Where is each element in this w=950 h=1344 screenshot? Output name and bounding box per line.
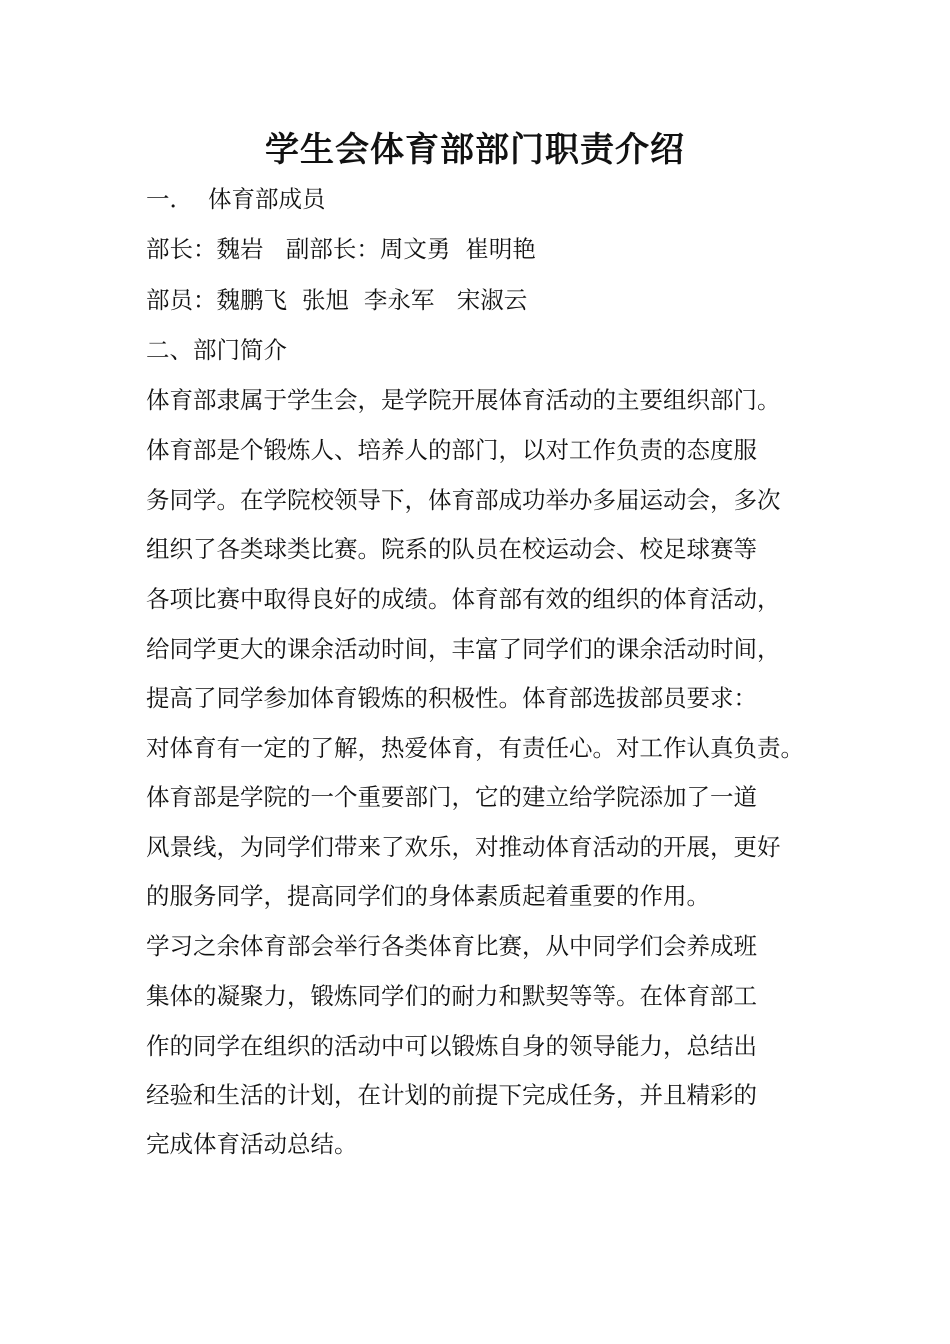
paragraph-line: 提高了同学参加体育锻炼的积极性。体育部选拔部员要求： — [146, 684, 757, 712]
paragraph-line: 体育部隶属于学生会，是学院开展体育活动的主要组织部门。 — [146, 386, 781, 414]
paragraph-line: 各项比赛中取得良好的成绩。体育部有效的组织的体育活动， — [146, 585, 781, 613]
paragraph-line: 风景线，为同学们带来了欢乐，对推动体育活动的开展，更好 — [146, 833, 781, 861]
members-staff: 部员：魏鹏飞 张旭 李永军 宋淑云 — [146, 286, 528, 314]
paragraph-line: 经验和生活的计划，在计划的前提下完成任务，并且精彩的 — [146, 1081, 757, 1109]
members-leaders: 部长：魏岩 副部长：周文勇 崔明艳 — [146, 235, 536, 263]
paragraph-line: 务同学。在学院校领导下，体育部成功举办多届运动会，多次 — [146, 486, 781, 514]
paragraph-line: 作的同学在组织的活动中可以锻炼自身的领导能力，总结出 — [146, 1032, 757, 1060]
paragraph-line: 体育部是学院的一个重要部门，它的建立给学院添加了一道 — [146, 783, 757, 811]
section-heading-members: 一． 体育部成员 — [146, 185, 326, 213]
paragraph-line: 对体育有一定的了解，热爱体育，有责任心。对工作认真负责。 — [146, 734, 804, 762]
document-title: 学生会体育部部门职责介绍 — [265, 130, 685, 170]
paragraph-line: 学习之余体育部会举行各类体育比赛，从中同学们会养成班 — [146, 932, 757, 960]
paragraph-line: 给同学更大的课余活动时间，丰富了同学们的课余活动时间， — [146, 635, 781, 663]
paragraph-line: 集体的凝聚力，锻炼同学们的耐力和默契等等。在体育部工 — [146, 982, 757, 1010]
paragraph-line: 完成体育活动总结。 — [146, 1130, 358, 1158]
paragraph-line: 的服务同学，提高同学们的身体素质起着重要的作用。 — [146, 882, 710, 910]
section-heading-intro: 二、部门简介 — [146, 336, 287, 364]
paragraph-line: 体育部是个锻炼人、培养人的部门，以对工作负责的态度服 — [146, 436, 757, 464]
paragraph-line: 组织了各类球类比赛。院系的队员在校运动会、校足球赛等 — [146, 535, 757, 563]
